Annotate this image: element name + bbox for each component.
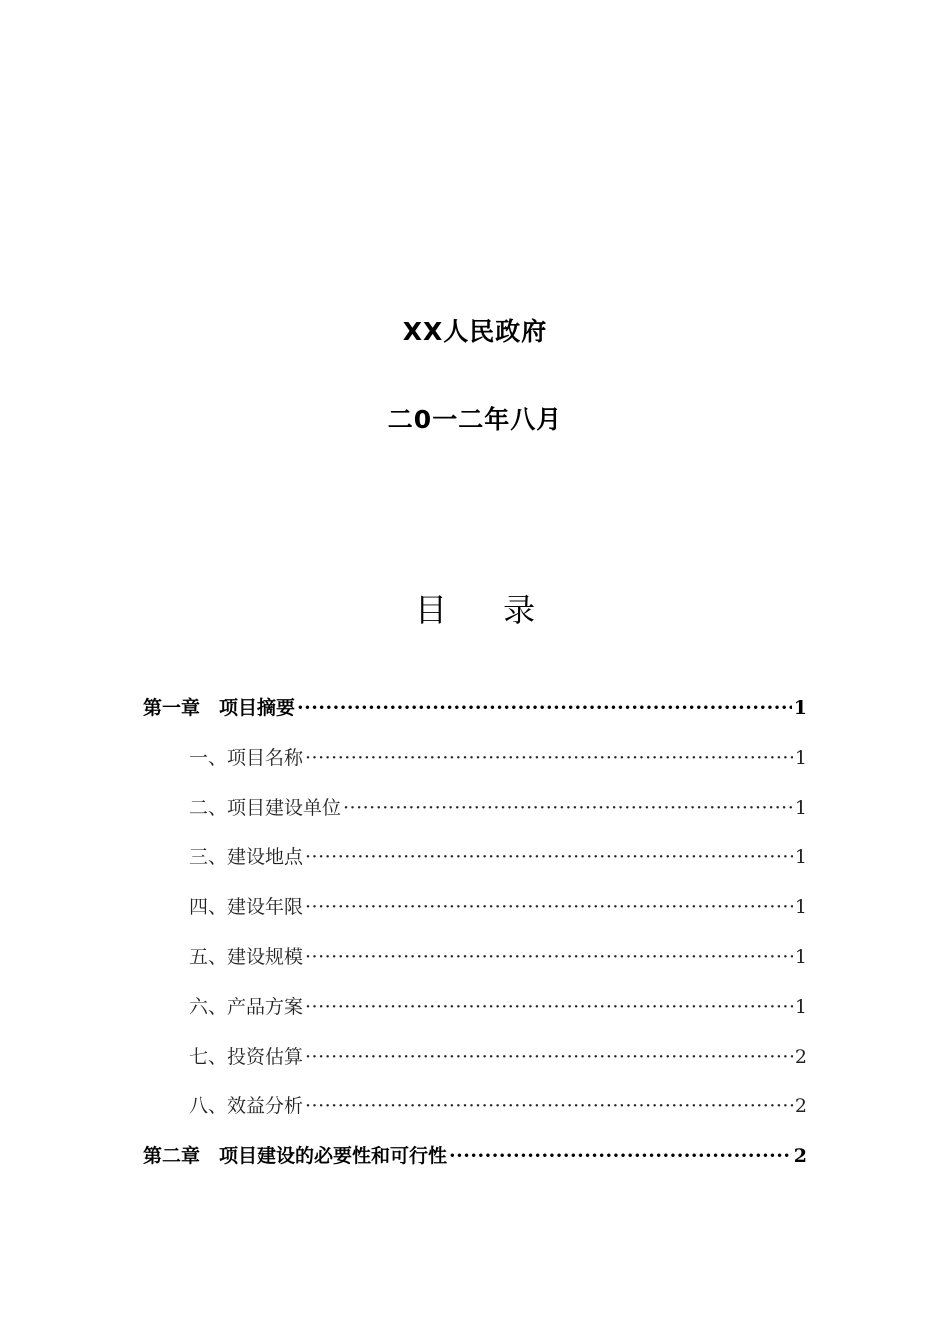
- toc-entry[interactable]: [143, 1035, 807, 1085]
- toc-entry[interactable]: [143, 736, 807, 786]
- toc-entry-page: 1: [794, 896, 807, 919]
- dot-leader: [305, 1035, 793, 1079]
- toc-entry-page: 2: [794, 1095, 807, 1118]
- dot-leader: [305, 1084, 793, 1128]
- toc-entry[interactable]: [143, 786, 807, 836]
- toc-entry-label: 四、建设年限: [189, 896, 304, 919]
- cover-organization: XX人民政府: [402, 317, 548, 346]
- toc-entry[interactable]: [143, 885, 807, 935]
- toc-entry-label: 一、项目名称: [189, 746, 304, 769]
- dot-leader: [305, 985, 793, 1029]
- toc-entry[interactable]: [143, 935, 807, 985]
- toc-entry[interactable]: [143, 686, 807, 736]
- table-of-contents: [143, 686, 807, 1184]
- dot-leader: [305, 736, 793, 780]
- toc-entry[interactable]: [143, 1084, 807, 1134]
- toc-entry-label: 第一章 项目摘要: [143, 697, 296, 719]
- toc-entry-page: 1: [794, 995, 807, 1018]
- toc-entry[interactable]: [143, 835, 807, 885]
- cover-date: 二0一二年八月: [387, 405, 563, 434]
- toc-entry-page: 1: [794, 796, 807, 819]
- toc-entry-label: 八、效益分析: [189, 1095, 304, 1118]
- toc-entry-page: 1: [793, 697, 807, 719]
- dot-leader: [297, 686, 792, 730]
- toc-entry[interactable]: [143, 985, 807, 1035]
- toc-entry[interactable]: [143, 1134, 807, 1184]
- toc-entry-label: 三、建设地点: [189, 846, 304, 869]
- dot-leader: [305, 885, 793, 929]
- toc-entry-page: 1: [794, 846, 807, 869]
- dot-leader: [343, 786, 793, 830]
- toc-entry-page: 1: [794, 746, 807, 769]
- toc-title: 目 录: [414, 591, 536, 629]
- toc-entry-label: 第二章 项目建设的必要性和可行性: [143, 1145, 448, 1168]
- toc-entry-label: 七、投资估算: [189, 1045, 304, 1068]
- toc-entry-label: 二、项目建设单位: [189, 796, 342, 819]
- toc-entry-label: 六、产品方案: [189, 995, 304, 1018]
- toc-entry-label: 五、建设规模: [189, 945, 304, 968]
- dot-leader: [305, 835, 793, 879]
- dot-leader: [449, 1134, 792, 1178]
- toc-entry-page: 2: [793, 1145, 807, 1168]
- toc-entry-page: 1: [794, 945, 807, 968]
- toc-entry-page: 2: [794, 1045, 807, 1068]
- dot-leader: [305, 935, 793, 979]
